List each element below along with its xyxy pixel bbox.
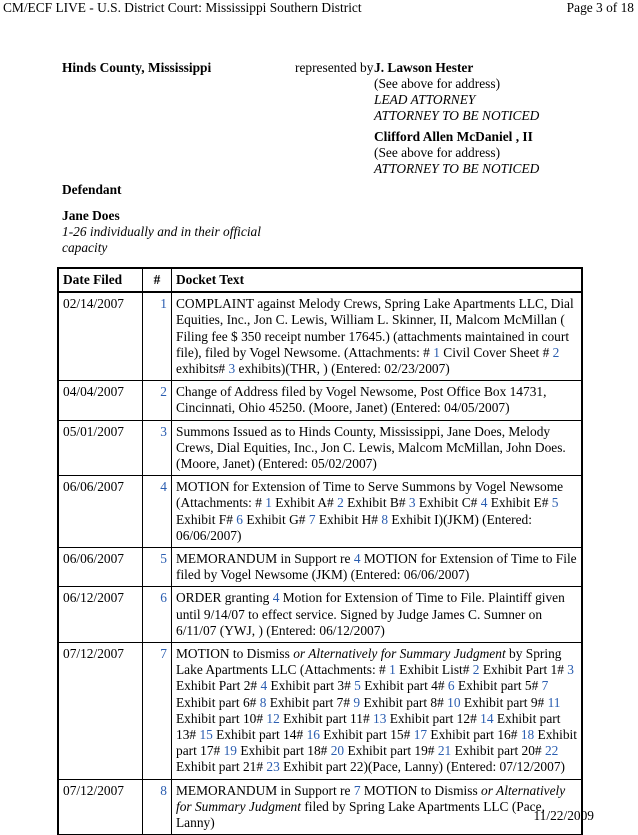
attachment-link[interactable]: 5 xyxy=(551,495,559,511)
attachment-link[interactable]: 2 xyxy=(337,495,344,511)
page-header-title: CM/ECF LIVE - U.S. District Court: Mississippi Southern District xyxy=(3,0,362,15)
docket-text: COMPLAINT against Melody Crews, Spring Lake Apartments LLC, Dial Equities, Inc., Jon C. Lewis, William L. Skinner, II, Malcom McMillan ( Filing fee $ 350 receipt number 17645.) (attachments maintained in court file), filed by Vogel Newsome. (Attachments: # 1 Civil Cover Sheet # 2 exhibits# 3 exhibits)(THR, ) (Entered: 02/23/2007) xyxy=(176,296,574,377)
docket-row xyxy=(59,381,581,420)
attorney-role: ATTORNEY TO BE NOTICED xyxy=(374,108,540,123)
docket-number-link[interactable]: 1 xyxy=(143,293,172,380)
docket-number-link[interactable]: 3 xyxy=(143,421,172,476)
attachment-link[interactable]: 12 xyxy=(266,710,280,726)
attachment-link[interactable]: 17 xyxy=(413,727,428,743)
attachment-link[interactable]: 7 xyxy=(541,678,549,694)
docket-text: MEMORANDUM in Support re 7 MOTION to Dismiss or Alternatively for Summary Judgment filed by Spring Lake Apartments LLC (Pace, Lanny) xyxy=(176,782,566,831)
attachment-link[interactable]: 8 xyxy=(259,694,267,710)
docket-header-row xyxy=(59,269,581,293)
attachment-link[interactable]: 19 xyxy=(223,743,237,759)
docket-row xyxy=(59,476,581,548)
docket-number-link[interactable]: 6 xyxy=(143,587,172,642)
docket-text: Summons Issued as to Hinds County, Mississippi, Jane Does, Melody Crews, Dial Equities, Inc., Jon C. Lewis, Malcom McMillan, John Does. (Moore, Janet) (Entered: 05/02/2007) xyxy=(176,423,566,472)
defendant-description: 1-26 individually and in their official capacity xyxy=(62,224,261,255)
docket-row xyxy=(59,421,581,477)
docket-text: MOTION for Extension of Time to Serve Summons by Vogel Newsome (Attachments: # 1 Exhibit A# 2 Exhibit B# 3 Exhibit C# 4 Exhibit E# 5 Exhibit F# 6 Exhibit G# 7 Exhibit H# 8 Exhibit I)(JKM) (Entered: 06/06/2007) xyxy=(176,479,564,543)
attorney-name: Clifford Allen McDaniel , II xyxy=(374,129,533,144)
docket-date: 04/04/2007 xyxy=(59,381,143,419)
attachment-link[interactable]: 7 xyxy=(308,511,316,527)
attachment-link[interactable]: 3 xyxy=(567,662,574,678)
attachment-link[interactable]: 23 xyxy=(266,759,280,775)
docket-text: Change of Address filed by Vogel Newsome, Post Office Box 14731, Cincinnati, Ohio 45250. (Moore, Janet) (Entered: 04/05/2007) xyxy=(176,384,547,416)
attorney-block xyxy=(374,60,539,124)
docket-row xyxy=(59,587,581,643)
attachment-link[interactable]: 20 xyxy=(330,743,345,759)
attachment-link[interactable]: 11 xyxy=(547,694,561,710)
attachment-link[interactable]: 8 xyxy=(381,511,389,527)
docket-row xyxy=(59,548,581,587)
docket-table xyxy=(57,267,583,835)
attorney-address: (See above for address) xyxy=(374,76,501,91)
docket-number-link[interactable]: 2 xyxy=(143,381,172,419)
attachment-link[interactable]: 6 xyxy=(236,511,243,527)
docket-number-link[interactable]: 7 xyxy=(143,643,172,779)
attorney-address: (See above for address) xyxy=(374,145,501,160)
attorney-role: LEAD ATTORNEY xyxy=(374,92,476,107)
attachment-link[interactable]: 2 xyxy=(552,344,560,360)
docket-number-link[interactable]: 8 xyxy=(143,780,172,835)
docket-date: 06/12/2007 xyxy=(59,587,143,642)
col-header-num: # xyxy=(143,269,172,291)
col-header-date: Date Filed xyxy=(59,269,143,291)
attachment-link[interactable]: 21 xyxy=(437,743,452,759)
docket-text: MEMORANDUM in Support re 4 MOTION for Extension of Time to File filed by Vogel Newsome (JKM) (Entered: 06/06/2007) xyxy=(176,551,577,583)
docket-ref-link[interactable]: 4 xyxy=(272,590,280,606)
attachment-link[interactable]: 22 xyxy=(544,743,559,759)
attachment-link[interactable]: 2 xyxy=(472,662,480,678)
docket-row xyxy=(59,780,581,835)
docket-text: ORDER granting 4 Motion for Extension of Time to File. Plaintiff given until 9/14/07 to effect service. Signed by Judge James C. Sumner on 6/11/07 (YWJ, ) (Entered: 06/12/2007) xyxy=(176,590,565,638)
attachment-link[interactable]: 4 xyxy=(260,678,268,694)
docket-date: 05/01/2007 xyxy=(59,421,143,476)
attachment-link[interactable]: 18 xyxy=(520,727,535,743)
attachment-link[interactable]: 1 xyxy=(433,344,440,360)
attachment-link[interactable]: 1 xyxy=(389,662,396,678)
docket-ref-link[interactable]: 7 xyxy=(353,782,361,798)
defendant-name: Jane Does xyxy=(62,208,120,223)
docket-row xyxy=(59,293,581,381)
attachment-link[interactable]: 3 xyxy=(228,361,236,377)
docket-row xyxy=(59,643,581,780)
docket-date: 02/14/2007 xyxy=(59,293,143,380)
attachment-link[interactable]: 1 xyxy=(265,495,272,511)
attachment-link[interactable]: 10 xyxy=(447,694,461,710)
attachment-link[interactable]: 4 xyxy=(480,495,488,511)
attorney-block xyxy=(374,129,539,177)
attachment-link[interactable]: 15 xyxy=(199,727,213,743)
attachment-link[interactable]: 13 xyxy=(373,710,387,726)
page-number: Page 3 of 18 xyxy=(566,0,634,15)
party-name: Hinds County, Mississippi xyxy=(62,60,212,75)
attorney-role: ATTORNEY TO BE NOTICED xyxy=(374,161,540,176)
attachment-link[interactable]: 5 xyxy=(354,678,361,694)
docket-date: 06/06/2007 xyxy=(59,476,143,547)
attachment-link[interactable]: 6 xyxy=(447,678,455,694)
col-header-text: Docket Text xyxy=(176,272,245,287)
docket-date: 07/12/2007 xyxy=(59,780,143,835)
docket-date: 06/06/2007 xyxy=(59,548,143,586)
attachment-link[interactable]: 16 xyxy=(306,727,320,743)
docket-number-link[interactable]: 5 xyxy=(143,548,172,586)
attachment-link[interactable]: 14 xyxy=(480,710,494,726)
docket-text: MOTION to Dismiss or Alternatively for Summary Judgment by Spring Lake Apartments LLC (Attachments: # 1 Exhibit List# 2 Exhibit Part 1# 3 Exhibit Part 2# 4 Exhibit part 3# 5 Exhibit part 4# 6 Exhibit part 5# 7 Exhibit part 6# 8 Exhibit part 7# 9 Exhibit part 8# 10 Exhibit part 9# 11 Exhibit part 10# 12 Exhibit part 11# 13 Exhibit part 12# 14 Exhibit part 13# 15 Exhibit part 14# 16 Exhibit part 15# 17 Exhibit part 16# 18 Exhibit part 17# 19 Exhibit part 18# 20 Exhibit part 19# 21 Exhibit part 20# 22 Exhibit part 21# 23 Exhibit part 22)(Pace, Lanny) (Entered: 07/12/2007) xyxy=(176,646,577,775)
attachment-link[interactable]: 9 xyxy=(353,694,361,710)
attorney-name: J. Lawson Hester xyxy=(374,60,474,75)
attachment-link[interactable]: 3 xyxy=(408,495,416,511)
section-label-defendant: Defendant xyxy=(62,182,122,197)
docket-ref-link[interactable]: 4 xyxy=(353,551,361,567)
represented-by-label: represented by xyxy=(295,60,374,75)
footer-date: 11/22/2009 xyxy=(533,808,594,823)
docket-date: 07/12/2007 xyxy=(59,643,143,779)
docket-number-link[interactable]: 4 xyxy=(143,476,172,547)
